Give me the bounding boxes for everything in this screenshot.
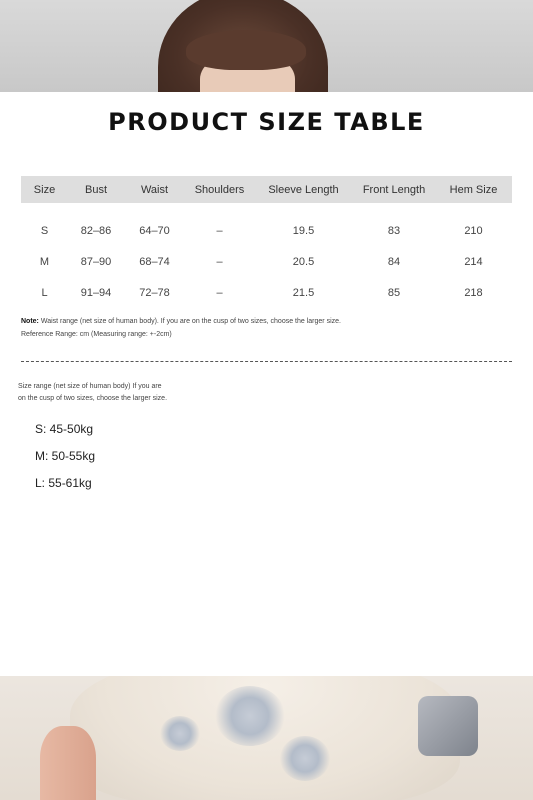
table-row [21, 215, 512, 246]
size-range-note-line1: Size range (net size of human body) If you are [18, 383, 162, 390]
header-waist: Waist [140, 183, 169, 196]
cell-sleeve-length: 20.5 [292, 255, 315, 268]
cell-size: M [39, 255, 50, 268]
floral-print [280, 736, 330, 781]
cell-waist: 64–70 [139, 224, 170, 237]
header-hem-size: Hem Size [449, 183, 498, 196]
cell-shoulders: – [216, 286, 223, 299]
floral-print [160, 716, 200, 751]
cell-bust: 87–90 [80, 255, 112, 268]
floral-print [215, 686, 285, 746]
header-size: Size [33, 183, 56, 196]
weight-size-m: M: 50-55kg [35, 449, 96, 463]
cell-size: S [40, 224, 49, 237]
dashed-divider [21, 361, 512, 362]
header-front-length: Front Length [362, 183, 426, 196]
cell-sleeve-length: 19.5 [292, 224, 315, 237]
cell-shoulders: – [216, 255, 223, 268]
model-leg [40, 726, 96, 800]
cell-size: L [41, 286, 48, 299]
cell-hem-size: 210 [464, 224, 483, 237]
cell-sleeve-length: 21.5 [292, 286, 315, 299]
model-fringe [186, 30, 306, 70]
bottom-skirt-photo [0, 676, 533, 800]
cell-shoulders: – [216, 224, 223, 237]
cell-waist: 68–74 [139, 255, 170, 268]
header-shoulders: Shoulders [194, 183, 245, 196]
header-bust: Bust [84, 183, 107, 196]
cell-bust: 91–94 [80, 286, 112, 299]
cell-hem-size: 214 [464, 255, 483, 268]
top-model-photo [0, 0, 533, 92]
reference-range-note: Reference Range: cm (Measuring range: +-2cm) [21, 331, 172, 338]
cell-hem-size: 218 [464, 286, 483, 299]
note-text: Waist range (net size of human body). If you are on the cusp of two sizes, choose the larger size. [40, 318, 341, 325]
weight-size-s: S: 45-50kg [35, 422, 94, 436]
cell-bust: 82–86 [80, 224, 112, 237]
page-title: PRODUCT SIZE TABLE [108, 108, 425, 136]
handbag [418, 696, 478, 756]
size-table [21, 176, 512, 308]
weight-size-l: L: 55-61kg [35, 476, 92, 490]
note-label: Note: [21, 318, 39, 325]
cell-front-length: 83 [387, 224, 401, 237]
cell-waist: 72–78 [139, 286, 170, 299]
table-header [21, 176, 512, 203]
waist-note [21, 318, 521, 325]
table-row [21, 246, 512, 277]
size-range-note-line2: on the cusp of two sizes, choose the larger size. [18, 395, 168, 402]
table-row [21, 277, 512, 308]
header-sleeve-length: Sleeve Length [268, 183, 339, 196]
cell-front-length: 85 [387, 286, 401, 299]
cell-front-length: 84 [387, 255, 401, 268]
